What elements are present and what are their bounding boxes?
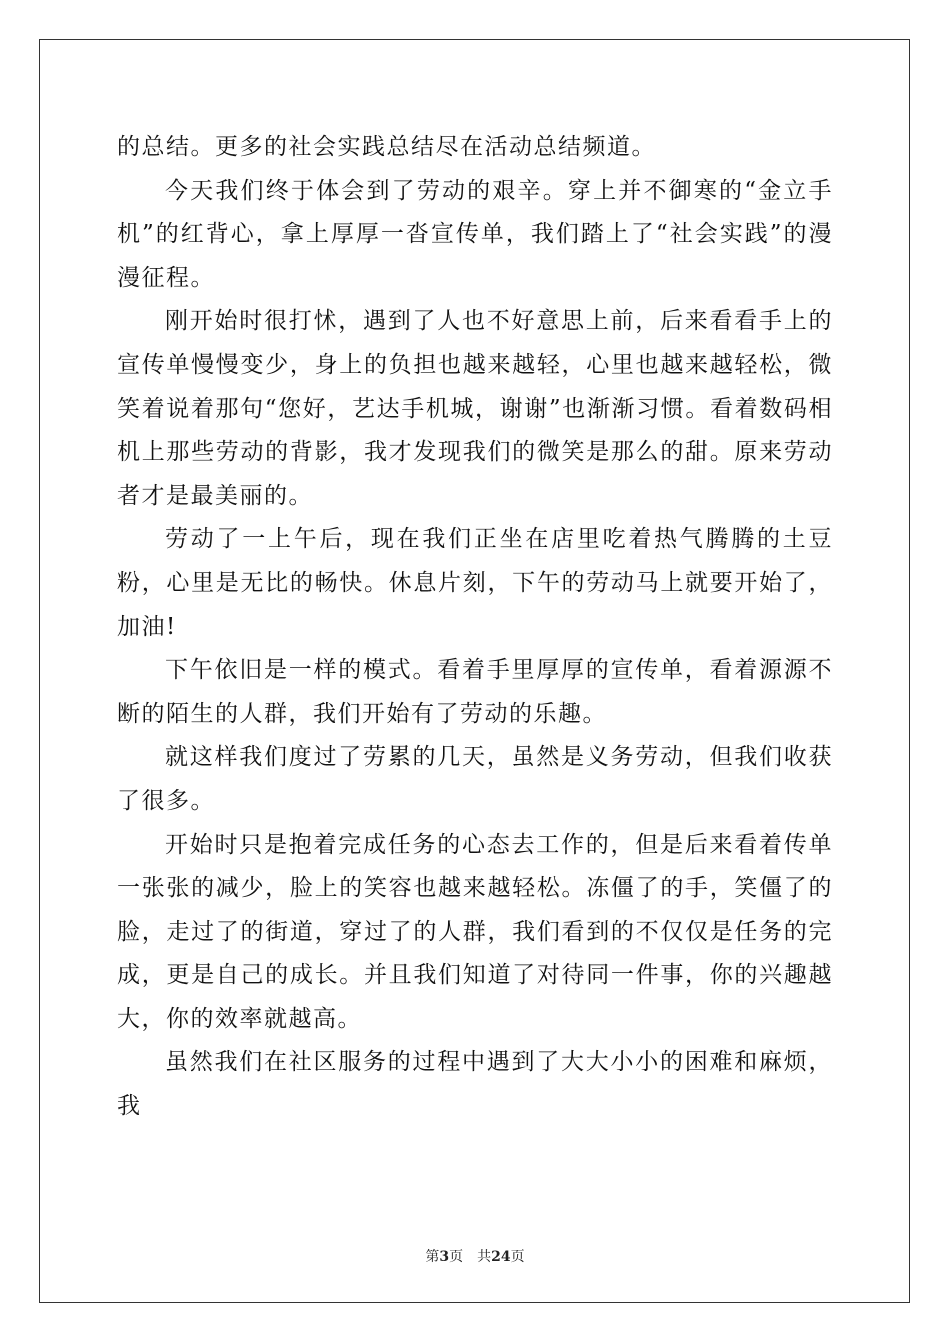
paragraph-3: 刚开始时很打怵，遇到了人也不好意思上前，后来看看手上的宣传单慢慢变少，身上的负担也越来越轻，心里也越来越轻松，微笑着说着那句“您好，艺达手机城，谢谢”也渐渐习惯。看着数码相机上那些劳动的背影，我才发现我们的微笑是那么的甜。原来劳动者才是最美丽的。 — [117, 308, 833, 509]
total-prefix: 共 — [477, 1249, 492, 1265]
paragraph-2: 今天我们终于体会到了劳动的艰辛。穿上并不御寒的“金立手机”的红背心，拿上厚厚一沓宣传单，我们踏上了“社会实践”的漫漫征程。 — [117, 177, 833, 291]
page-footer — [0, 1246, 950, 1266]
paragraph-5: 下午依旧是一样的模式。看着手里厚厚的宣传单，看着源源不断的陌生的人群，我们开始有了劳动的乐趣。 — [117, 657, 833, 727]
page-suffix: 页 — [449, 1249, 464, 1265]
page-number: 3 — [439, 1249, 450, 1265]
total-pages: 24 — [491, 1249, 511, 1265]
paragraph-6: 就这样我们度过了劳累的几天，虽然是义务劳动，但我们收获了很多。 — [117, 744, 833, 814]
total-suffix: 页 — [510, 1249, 525, 1265]
document-body — [117, 126, 833, 1129]
page-prefix: 第 — [425, 1249, 440, 1265]
paragraph-7: 开始时只是抱着完成任务的心态去工作的，但是后来看着传单一张张的减少，脸上的笑容也越来越轻松。冻僵了的手，笑僵了的脸，走过了的街道，穿过了的人群，我们看到的不仅仅是任务的完成，更是自己的成长。并且我们知道了对待同一件事，你的兴趣越大，你的效率就越高。 — [117, 831, 833, 1032]
paragraph-8: 虽然我们在社区服务的过程中遇到了大大小小的困难和麻烦，我 — [117, 1049, 833, 1120]
paragraph-4: 劳动了一上午后，现在我们正坐在店里吃着热气腾腾的土豆粉，心里是无比的畅快。休息片刻，下午的劳动马上就要开始了，加油! — [117, 526, 833, 640]
paragraph-1: 的总结。更多的社会实践总结尽在活动总结频道。 — [117, 134, 656, 160]
